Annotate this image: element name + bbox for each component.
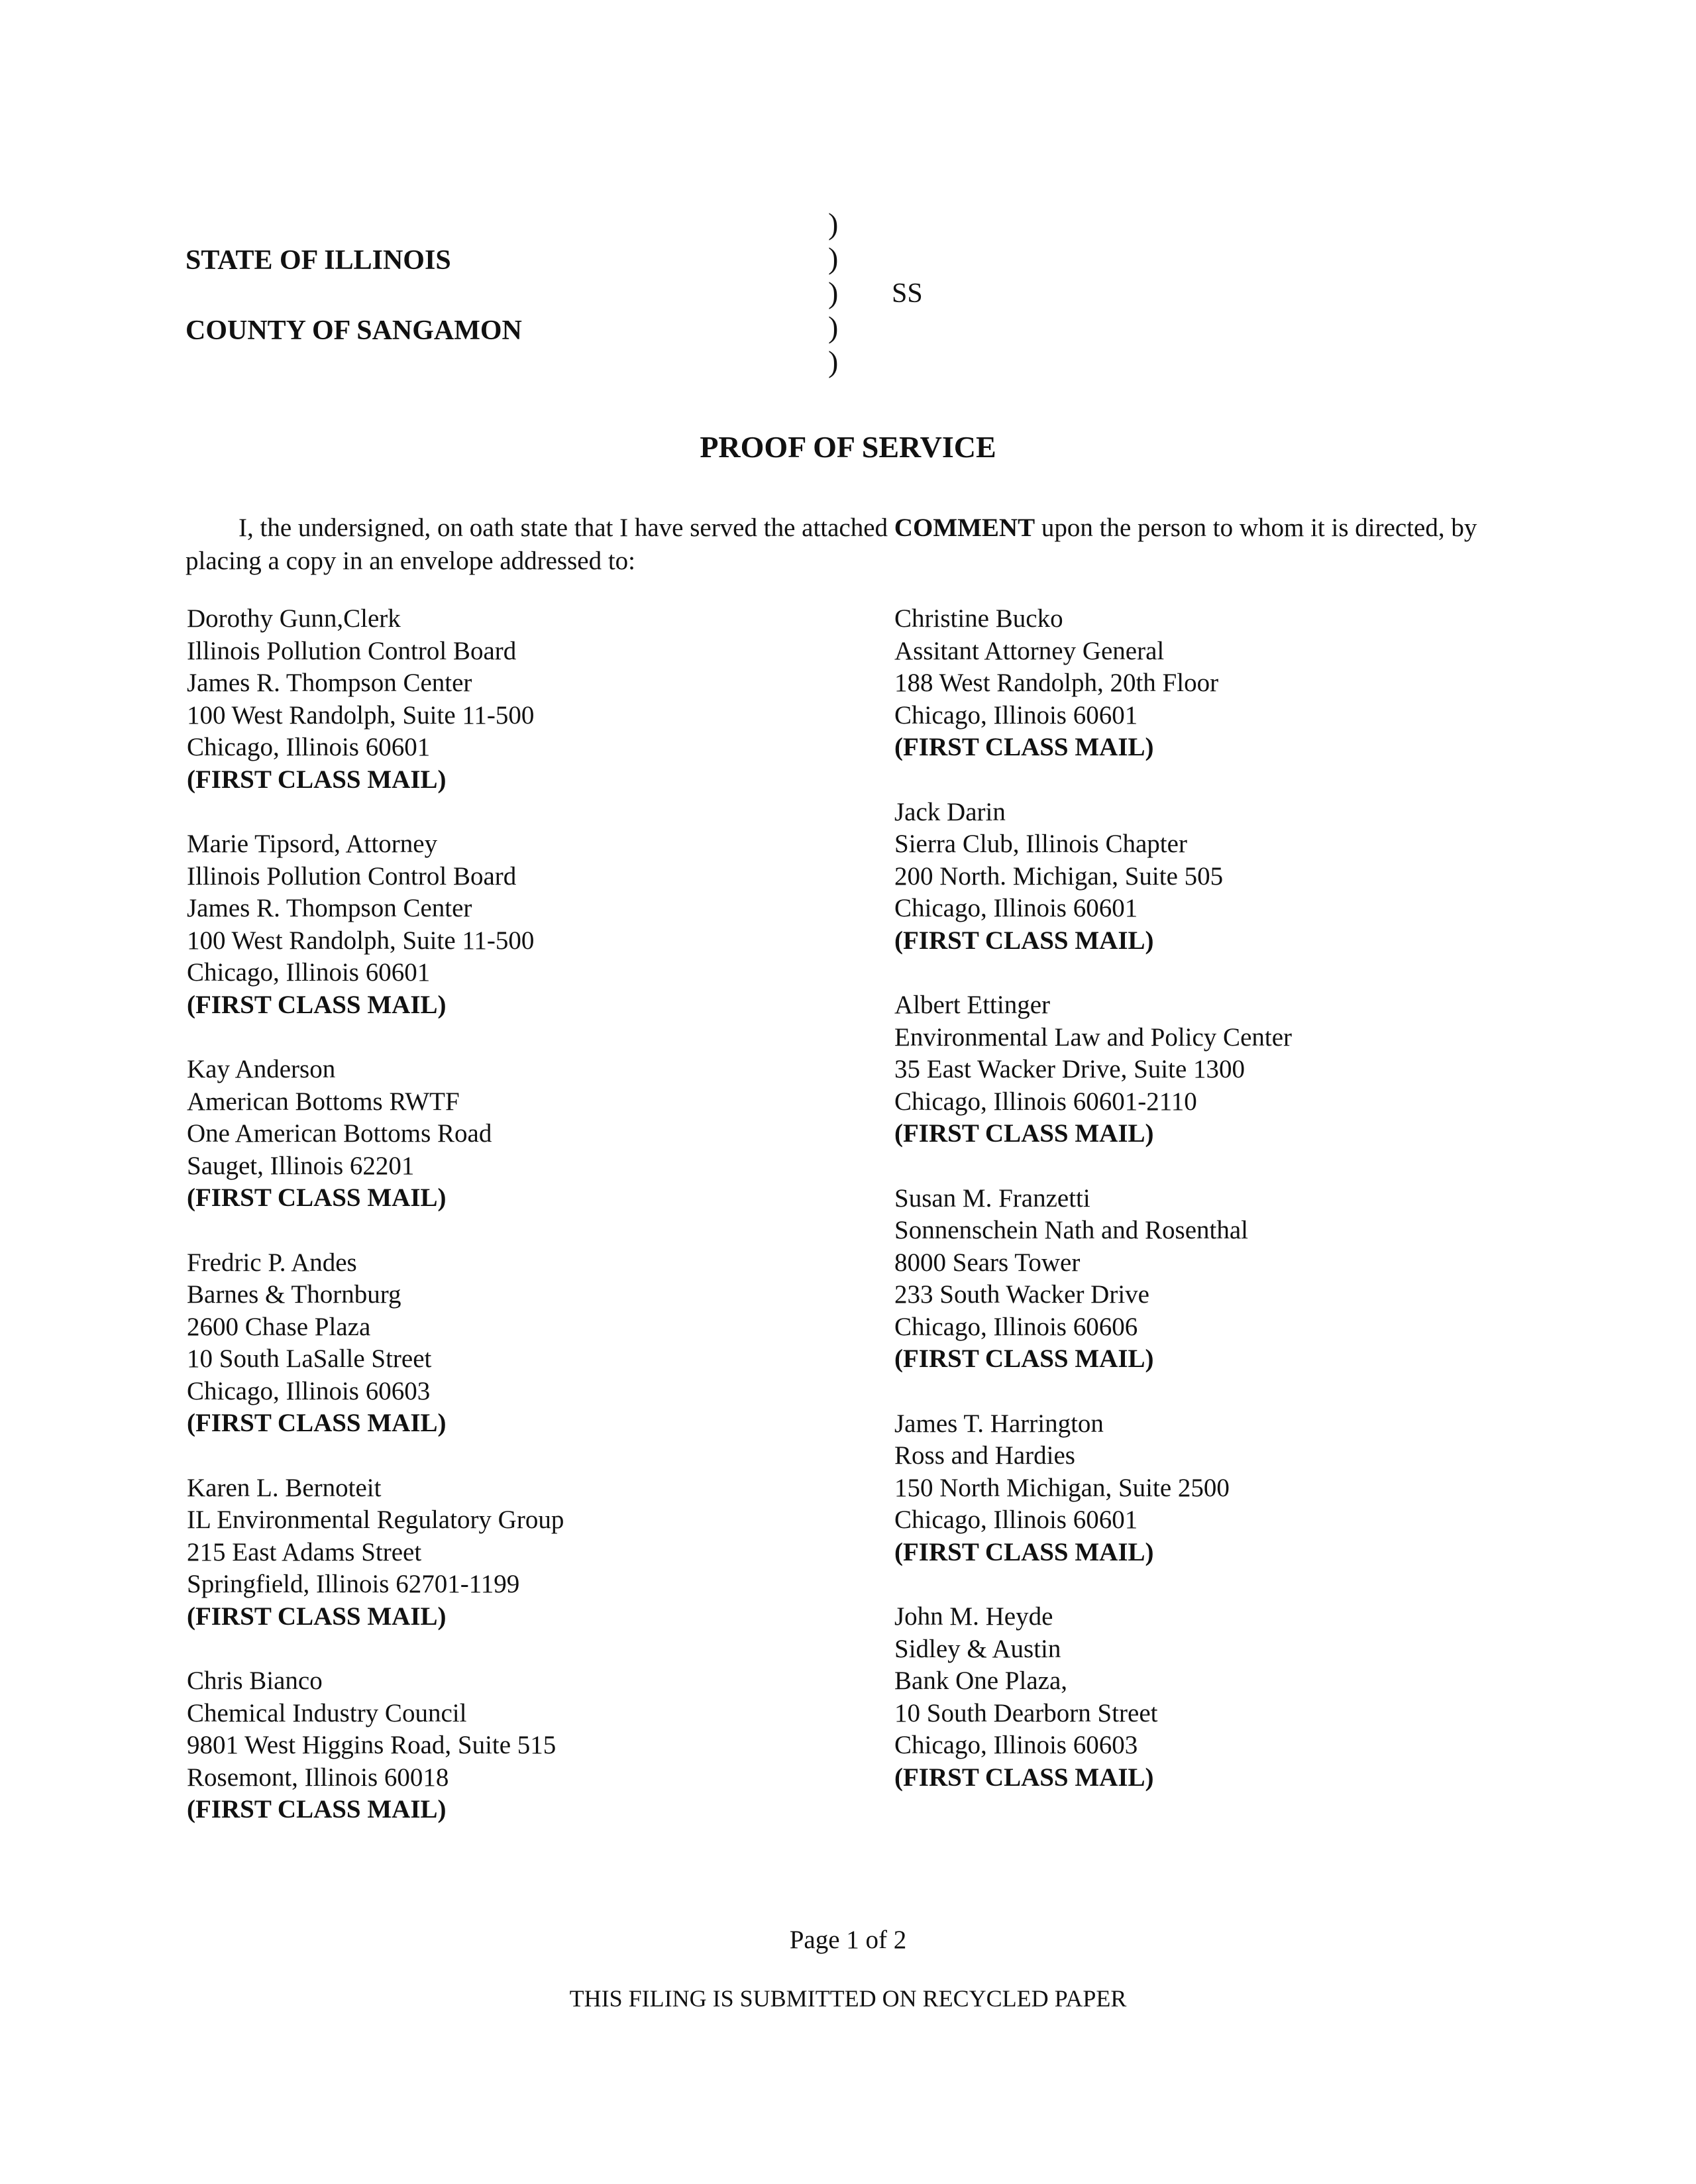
address-line: Assitant Attorney General [894, 636, 1165, 665]
recipient-name: Karen L. Bernoteit [187, 1473, 382, 1502]
intro-paragraph [186, 512, 1484, 578]
venue-paren: ) [828, 276, 839, 309]
address-line: Rosemont, Illinois 60018 [187, 1763, 449, 1792]
address-line: One American Bottoms Road [187, 1119, 492, 1148]
address-line: 8000 Sears Tower [894, 1248, 1081, 1277]
venue-paren: ) [828, 241, 839, 275]
address-line: Chemical Industry Council [187, 1698, 467, 1727]
service-address-block [894, 796, 1590, 957]
address-line: Chicago, Illinois 60601 [894, 1505, 1138, 1534]
service-address-block [187, 828, 882, 1021]
page-number: Page 1 of 2 [789, 1926, 907, 1954]
recipient-name: Dorothy Gunn,Clerk [187, 604, 401, 633]
recipient-name: Jack Darin [894, 797, 1006, 826]
venue-parentheses [828, 207, 855, 379]
recipient-name: Chris Bianco [187, 1666, 323, 1695]
address-line: 2600 Chase Plaza [187, 1312, 371, 1341]
address-line: 10 South Dearborn Street [894, 1698, 1158, 1727]
service-address-block [894, 1408, 1590, 1569]
address-line: Chicago, Illinois 60603 [894, 1731, 1138, 1759]
address-line: Sonnenschein Nath and Rosenthal [894, 1216, 1248, 1244]
address-line: Chicago, Illinois 60601 [894, 894, 1138, 922]
delivery-method: (FIRST CLASS MAIL) [894, 1537, 1154, 1566]
recipient-name: Marie Tipsord, Attorney [187, 830, 438, 858]
address-line: Illinois Pollution Control Board [187, 861, 517, 891]
address-line: 233 South Wacker Drive [894, 1280, 1149, 1309]
address-line: Chicago, Illinois 60601 [894, 700, 1138, 730]
address-line: James R. Thompson Center [187, 669, 472, 697]
address-line: 188 West Randolph, 20th Floor [894, 669, 1219, 697]
service-address-block [894, 603, 1590, 764]
address-line: Chicago, Illinois 60606 [894, 1312, 1138, 1341]
delivery-method: (FIRST CLASS MAIL) [187, 1183, 447, 1212]
address-line: American Bottoms RWTF [187, 1087, 460, 1116]
service-address-block [187, 603, 882, 796]
address-line: IL Environmental Regulatory Group [187, 1505, 564, 1534]
venue-paren: ) [828, 207, 839, 241]
address-line: Chicago, Illinois 60601 [187, 733, 431, 761]
service-address-block [187, 1665, 882, 1826]
service-address-block [894, 1183, 1590, 1376]
recipient-name: Kay Anderson [187, 1055, 336, 1083]
recipient-name: Susan M. Franzetti [894, 1183, 1090, 1213]
delivery-method: (FIRST CLASS MAIL) [187, 990, 447, 1019]
venue-paren: ) [828, 345, 839, 378]
delivery-method: (FIRST CLASS MAIL) [894, 1763, 1154, 1792]
address-line: 9801 West Higgins Road, Suite 515 [187, 1731, 556, 1759]
address-line: 35 East Wacker Drive, Suite 1300 [894, 1055, 1246, 1083]
recipient-name: Albert Ettinger [894, 991, 1051, 1019]
delivery-method: (FIRST CLASS MAIL) [187, 1602, 447, 1631]
recipient-name: Christine Bucko [894, 604, 1063, 633]
delivery-method: (FIRST CLASS MAIL) [894, 926, 1154, 955]
venue-county: COUNTY OF SANGAMON [186, 315, 522, 346]
service-address-block [894, 989, 1590, 1150]
address-line: Environmental Law and Policy Center [894, 1022, 1293, 1052]
address-line: Sauget, Illinois 62201 [187, 1151, 415, 1180]
recipient-name: John M. Heyde [894, 1602, 1053, 1631]
delivery-method: (FIRST CLASS MAIL) [187, 1795, 447, 1824]
address-line: Chicago, Illinois 60601-2110 [894, 1087, 1197, 1116]
address-line: Chicago, Illinois 60603 [187, 1376, 431, 1405]
address-line: 200 North. Michigan, Suite 505 [894, 861, 1224, 891]
service-address-block [187, 1247, 882, 1440]
delivery-method: (FIRST CLASS MAIL) [894, 733, 1154, 761]
address-line: 100 West Randolph, Suite 11-500 [187, 926, 535, 955]
service-address-block [187, 1054, 882, 1215]
recycled-paper-notice: THIS FILING IS SUBMITTED ON RECYCLED PAPER [569, 1985, 1127, 2012]
venue-paren: ) [828, 310, 839, 344]
address-line: Illinois Pollution Control Board [187, 636, 517, 665]
service-list-left [187, 603, 882, 1826]
venue-state: STATE OF ILLINOIS [186, 245, 451, 276]
page-title: PROOF OF SERVICE [700, 430, 996, 464]
address-line: 215 East Adams Street [187, 1537, 422, 1566]
delivery-method: (FIRST CLASS MAIL) [894, 1119, 1154, 1148]
recipient-name: Fredric P. Andes [187, 1248, 357, 1277]
service-address-block [894, 1601, 1590, 1794]
address-line: Springfield, Illinois 62701-1199 [187, 1570, 520, 1598]
delivery-method: (FIRST CLASS MAIL) [187, 765, 447, 794]
address-line: Bank One Plaza, [894, 1666, 1068, 1695]
intro-tail: upon the person to whom it is directed, by placing a copy in an envelope addressed to: [186, 514, 1477, 575]
recipient-name: James T. Harrington [894, 1409, 1104, 1438]
address-line: 10 South LaSalle Street [187, 1344, 432, 1373]
address-line: 150 North Michigan, Suite 2500 [894, 1473, 1230, 1502]
address-line: Sidley & Austin [894, 1634, 1061, 1663]
address-line: Sierra Club, Illinois Chapter [894, 830, 1187, 858]
address-line: Ross and Hardies [894, 1441, 1075, 1470]
address-line: James R. Thompson Center [187, 894, 472, 922]
address-line: Chicago, Illinois 60601 [187, 958, 431, 987]
delivery-method: (FIRST CLASS MAIL) [894, 1344, 1154, 1373]
venue-ss: SS [892, 278, 923, 309]
delivery-method: (FIRST CLASS MAIL) [187, 1409, 447, 1437]
address-line: 100 West Randolph, Suite 11-500 [187, 700, 535, 730]
intro-document-type: COMMENT [894, 514, 1035, 542]
service-list-right [894, 603, 1590, 1794]
service-address-block [187, 1472, 882, 1633]
intro-lead: I, the undersigned, on oath state that I have served the attached [238, 514, 888, 542]
address-line: Barnes & Thornburg [187, 1280, 401, 1309]
